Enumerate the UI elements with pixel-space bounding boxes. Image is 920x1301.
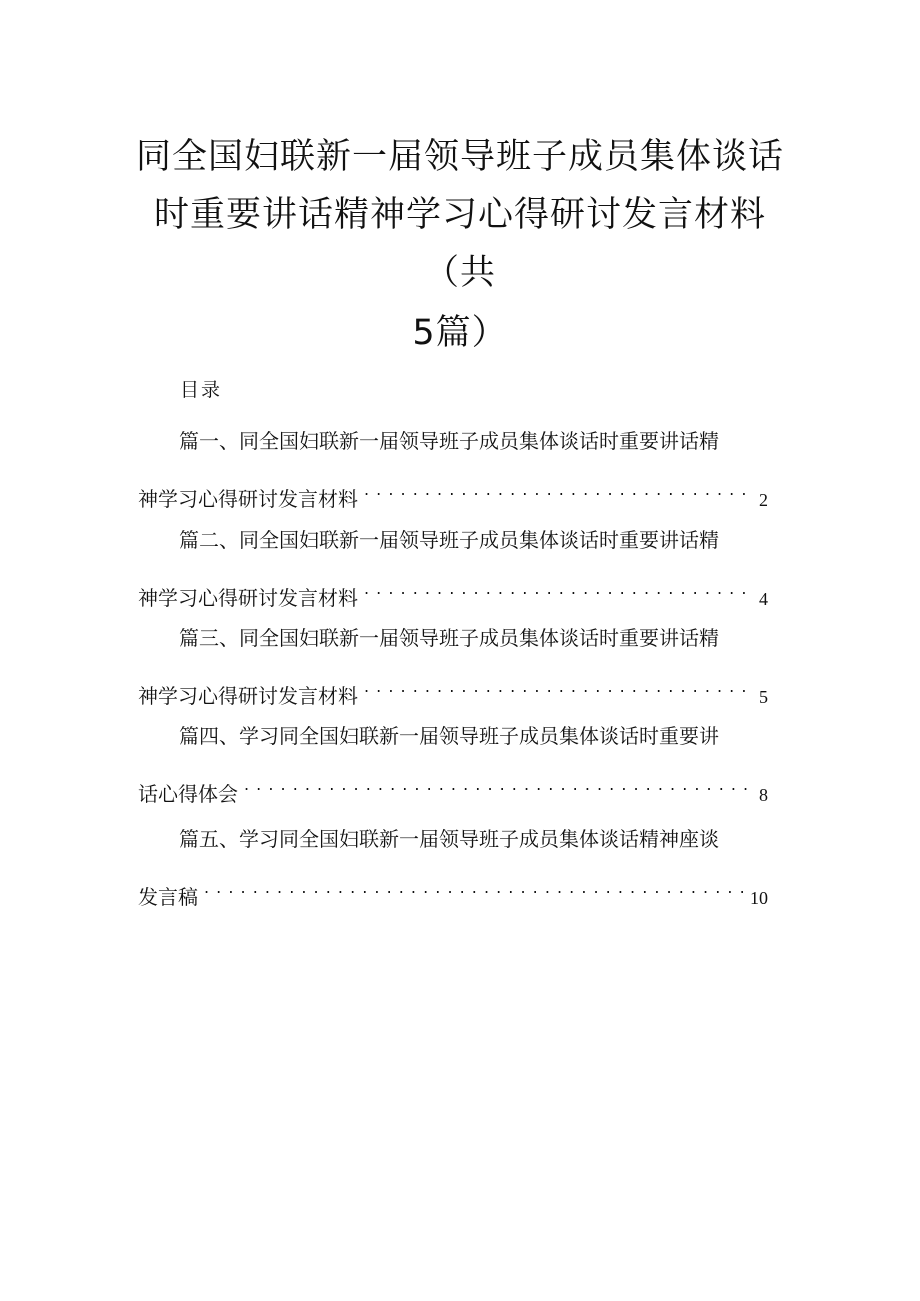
toc-entry-title-cont: 发言稿 bbox=[138, 885, 198, 909]
title-line-1: 同全国妇联新一届领导班子成员集体谈话 bbox=[135, 137, 784, 177]
toc-entry-title-cont: 神学习心得研讨发言材料 bbox=[138, 586, 358, 610]
toc-dot-leader bbox=[364, 677, 755, 703]
document-title bbox=[0, 128, 920, 362]
toc-dot-leader bbox=[364, 480, 755, 506]
toc-entry-title: 篇二、同全国妇联新一届领导班子成员集体谈话时重要讲话精 bbox=[179, 528, 719, 552]
toc-page-number: 2 bbox=[759, 490, 768, 510]
toc-entry-title: 篇五、学习同全国妇联新一届领导班子成员集体谈话精神座谈 bbox=[179, 827, 719, 851]
toc-entry-2[interactable] bbox=[138, 527, 768, 612]
toc-entry-title: 篇三、同全国妇联新一届领导班子成员集体谈话时重要讲话精 bbox=[179, 626, 719, 650]
toc-page-number: 5 bbox=[759, 687, 768, 707]
toc-entry-title: 篇一、同全国妇联新一届领导班子成员集体谈话时重要讲话精 bbox=[179, 429, 719, 453]
toc-entry-title-cont: 话心得体会 bbox=[138, 782, 238, 806]
toc-entry-title-cont: 神学习心得研讨发言材料 bbox=[138, 684, 358, 708]
title-line-4: 5篇） bbox=[412, 313, 508, 353]
toc-entry-4[interactable] bbox=[138, 723, 768, 808]
toc-entry-5[interactable] bbox=[138, 826, 768, 911]
toc-heading: 目录 bbox=[180, 379, 223, 401]
toc-dot-leader bbox=[364, 579, 755, 605]
toc-dot-leader bbox=[244, 775, 755, 801]
toc-page-number: 10 bbox=[750, 888, 768, 908]
toc-page-number: 4 bbox=[759, 589, 768, 609]
toc-entry-1[interactable] bbox=[138, 428, 768, 513]
toc-dot-leader bbox=[204, 878, 746, 904]
toc-page-number: 8 bbox=[759, 785, 768, 805]
toc-entry-title: 篇四、学习同全国妇联新一届领导班子成员集体谈话时重要讲 bbox=[179, 724, 719, 748]
title-line-2: 时重要讲话精神学习心得研讨发言材料 bbox=[153, 195, 766, 235]
title-line-3: （共 bbox=[423, 253, 496, 293]
toc-entry-3[interactable] bbox=[138, 625, 768, 710]
toc-entry-title-cont: 神学习心得研讨发言材料 bbox=[138, 487, 358, 511]
